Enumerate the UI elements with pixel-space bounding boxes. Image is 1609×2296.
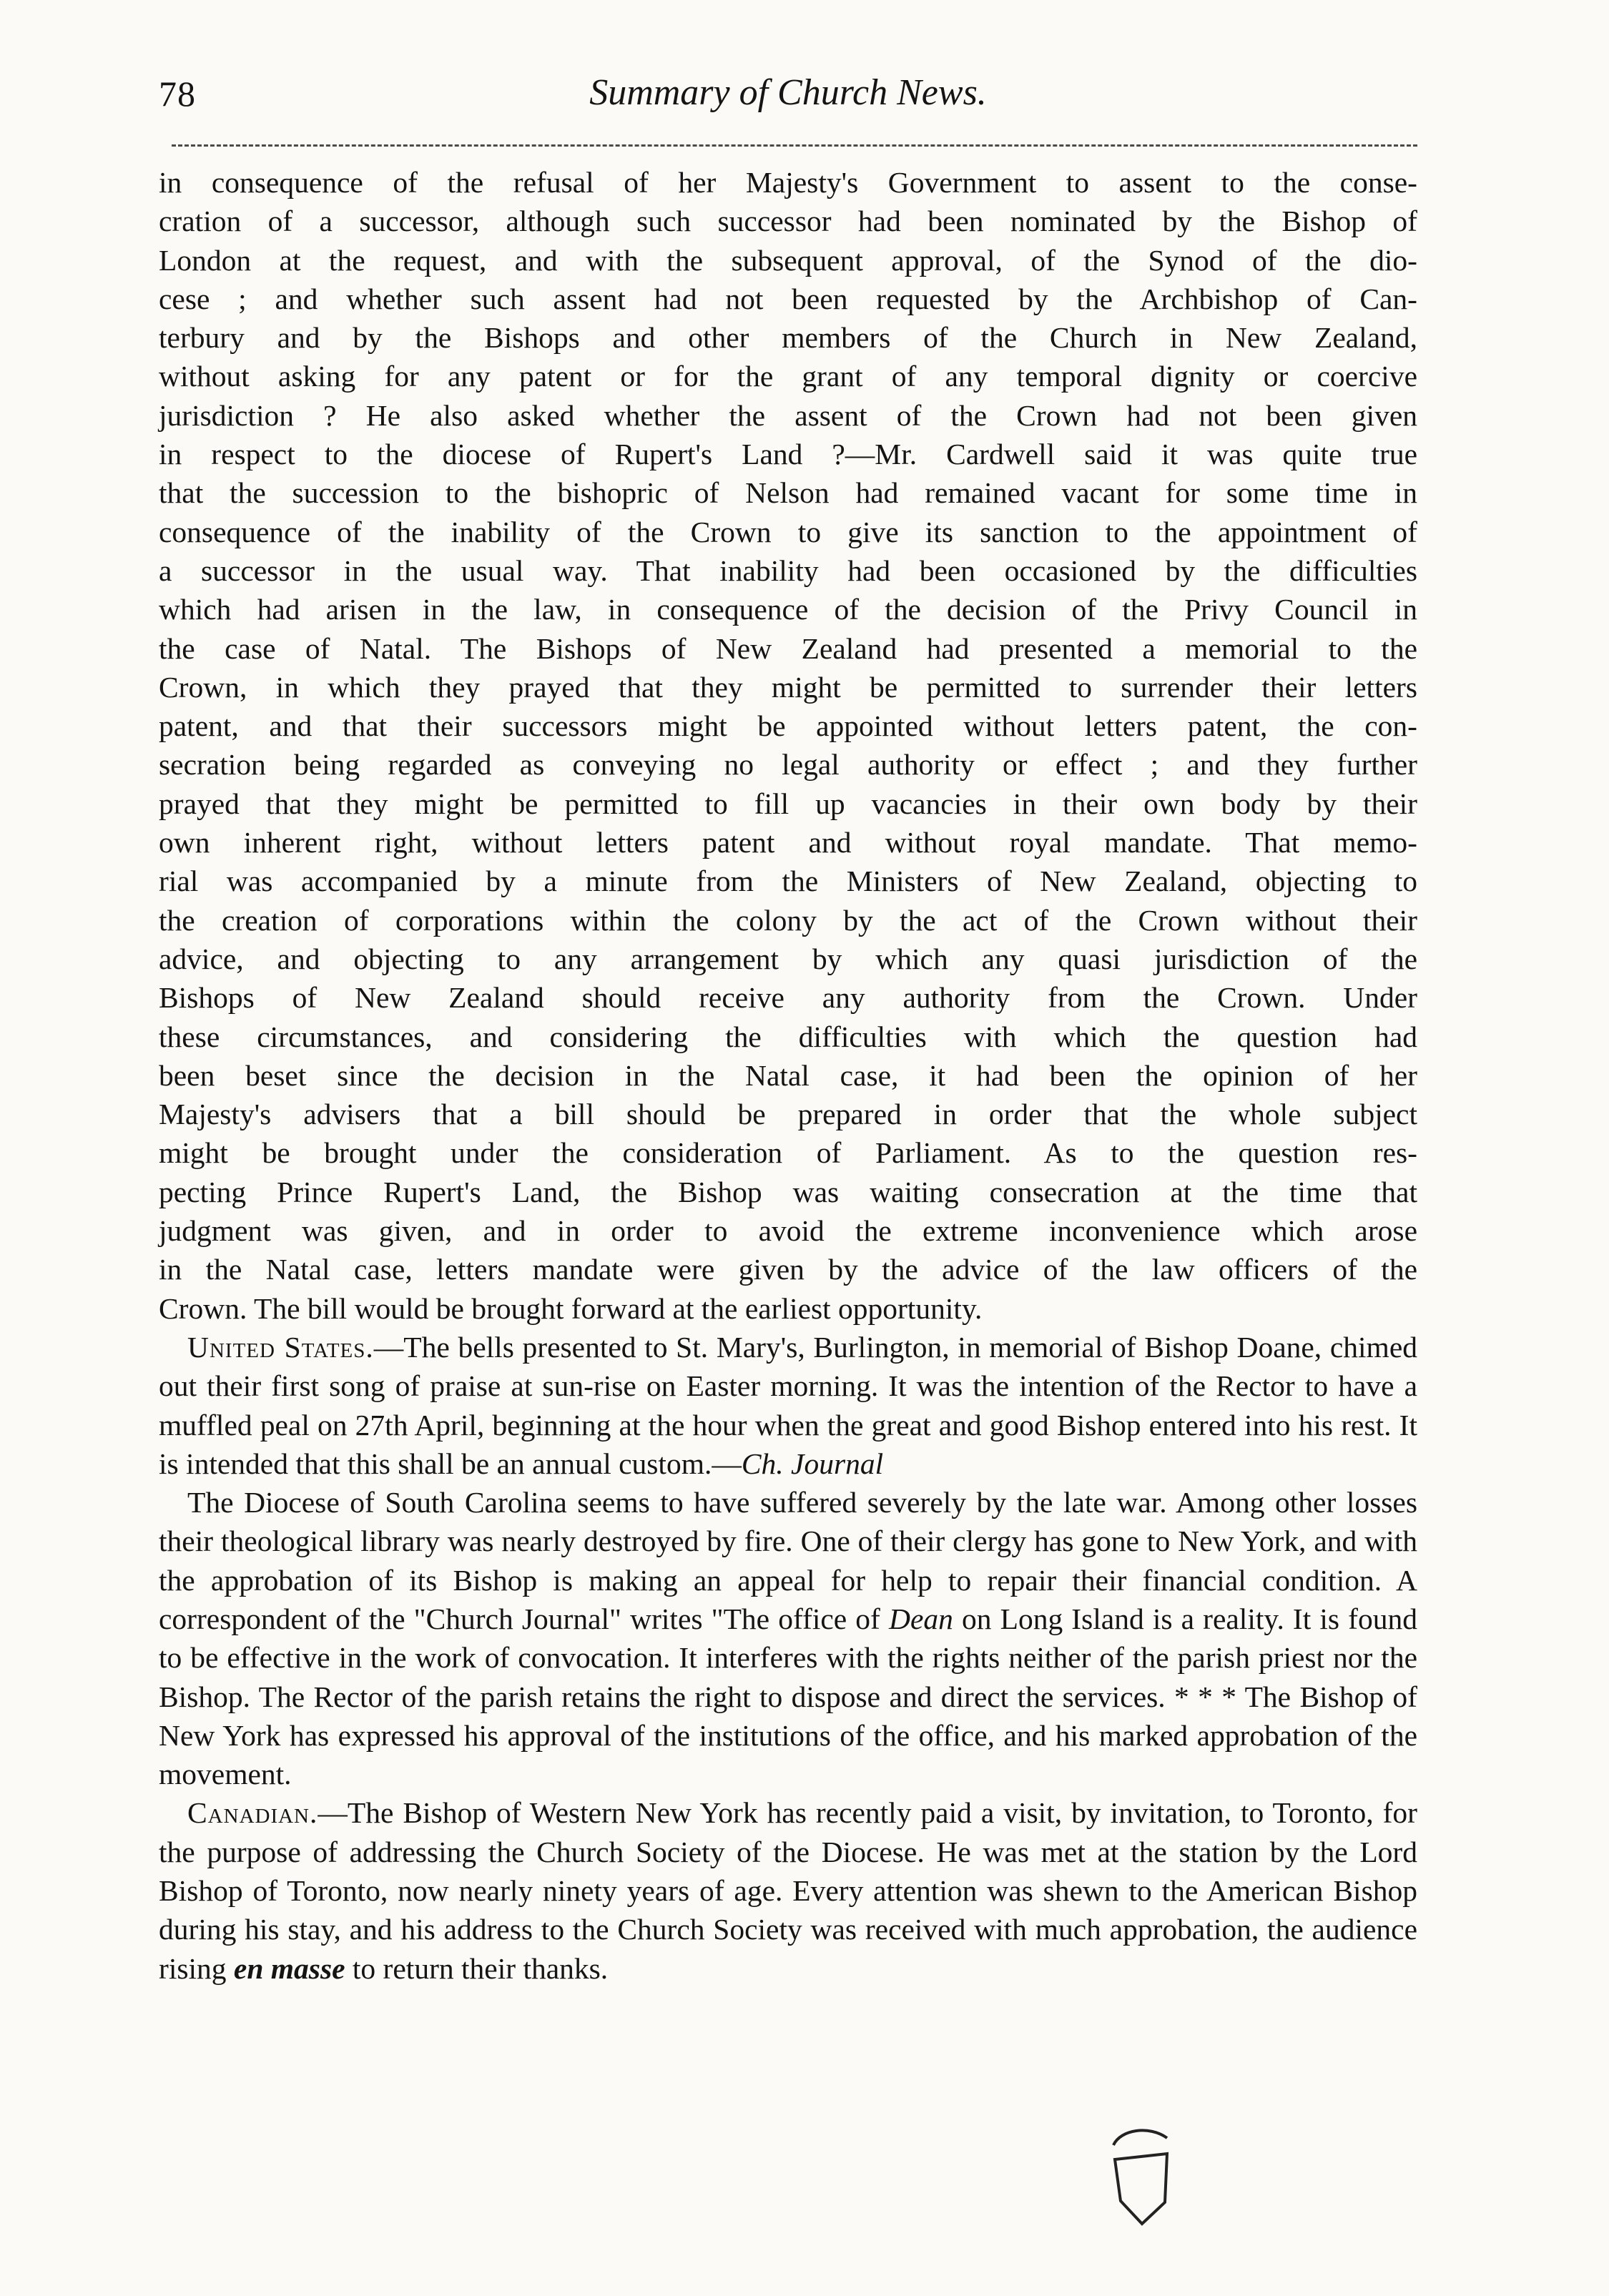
text-line: consequence of the inability of the Crown to give its sanction to the appointment of xyxy=(159,515,1417,548)
text-line: in the Natal case, letters mandate were given by the advice of the law officers of the xyxy=(159,1253,1417,1286)
text-line: Majesty's advisers that a bill should be prepared in order that the whole subject xyxy=(159,1098,1417,1131)
text-line: these circumstances, and considering the difficulties with which the question had xyxy=(159,1020,1417,1053)
paragraph-text: —The bells presented to St. Mary's, Burlington, in memorial of Bishop Doane, chimed out their first song of praise at sun-rise on Easter morning. It was the intention of the Rector to have a muffled peal on 27th April, beginning at the hour when the great and good Bishop entered into his rest. It is intended that this shall be an annual custom.— xyxy=(159,1330,1418,1480)
text-line: pecting Prince Rupert's Land, the Bishop was waiting consecration at the time that xyxy=(159,1175,1417,1208)
running-title: Summary of Church News. xyxy=(589,72,987,113)
section-heading-canadian: Canadian. xyxy=(187,1796,318,1830)
text-line: in consequence of the refusal of her Majesty's Government to assent to the conse- xyxy=(159,166,1417,199)
text-line: in respect to the diocese of Rupert's Land ?—Mr. Cardwell said it was quite true xyxy=(159,438,1417,471)
text-line: terbury and by the Bishops and other members of the Church in New Zealand, xyxy=(159,321,1417,355)
text-line: which had arisen in the law, in consequence of the decision of the Privy Council in xyxy=(159,593,1417,626)
text-line: judgment was given, and in order to avoid the extreme inconvenience which arose xyxy=(159,1214,1417,1248)
text-line: without asking for any patent or for the grant of any temporal dignity or coercive xyxy=(159,360,1417,393)
text-line: prayed that they might be permitted to fill up vacancies in their own body by their xyxy=(159,787,1417,820)
running-head xyxy=(159,64,1417,130)
paragraph-text: —The Bishop of Western New York has recently paid a visit, by invitation, to Toronto, for the purpose of addressing the Church Society of the Diocese. He was met at the station by the Lord Bishop of Toronto, now nearly ninety years of age. Every attention was shewn to the American Bishop during his stay, and his address to the Church Society was received with much approbation, the audience rising xyxy=(159,1796,1417,1985)
paragraph-text: on Long Island is a reality. It is found to be effective in the work of convocation. It interferes with the rights neither of the parish priest nor the Bishop. The Rector of the parish retains the right to dispose and direct the services. * * * The Bishop of New York has expressed his approval of the institutions of the office, and his marked approbation of the movement. xyxy=(159,1602,1418,1791)
text-line: been beset since the decision in the Natal case, it had been the opinion of her xyxy=(159,1058,1417,1092)
header-rule xyxy=(172,144,1417,147)
text-line: patent, and that their successors might be appointed without letters patent, the con- xyxy=(159,709,1417,743)
text-line: the case of Natal. The Bishops of New Zealand had presented a memorial to the xyxy=(159,631,1417,665)
text-line: the creation of corporations within the colony by the act of the Crown without their xyxy=(159,903,1417,937)
text-line: London at the request, and with the subsequent approval, of the Synod of the dio- xyxy=(159,243,1417,277)
text-line: a successor in the usual way. That inability had been occasioned by the difficulties xyxy=(159,553,1417,587)
text-line: Crown, in which they prayed that they might be permitted to surrender their letters xyxy=(159,670,1417,704)
text-line: advice, and objecting to any arrangement by which any quasi jurisdiction of the xyxy=(159,942,1417,975)
text-line: Crown. The bill would be brought forward at the earliest opportunity. xyxy=(159,1291,983,1325)
text-line: that the succession to the bishopric of Nelson had remained vacant for some time in xyxy=(159,476,1417,510)
paragraph-south-carolina xyxy=(159,1483,1417,1793)
paragraph-canadian xyxy=(159,1793,1417,1987)
text-line: own inherent right, without letters patent and without royal mandate. That memo- xyxy=(159,826,1417,859)
text-line: rial was accompanied by a minute from the Ministers of New Zealand, objecting to xyxy=(159,864,1417,898)
article-body xyxy=(159,163,1417,1988)
paragraph-text: to return their thanks. xyxy=(345,1951,609,1985)
page-number: 78 xyxy=(159,74,196,114)
paragraph-united-states xyxy=(159,1328,1417,1483)
source-citation: Ch. Journal xyxy=(741,1447,884,1480)
text-line: jurisdiction ? He also asked whether the assent of the Crown had not been given xyxy=(159,398,1417,432)
document-page xyxy=(159,64,1417,2267)
paragraph-text: The Diocese of South Carolina seems to have suffered severely by the late war. Among other losses their theological library was nearly destroyed by fire. One of their clergy has gone to New York, and with the approbation of its Bishop is making an appeal for help to repair their financial condition. A correspondent of the "Church Journal" writes "The office of xyxy=(159,1486,1417,1635)
italic-term-dean: Dean xyxy=(889,1602,953,1635)
text-line: secration being regarded as conveying no legal authority or effect ; and they further xyxy=(159,748,1417,782)
text-line: cese ; and whether such assent had not been requested by the Archbishop of Can- xyxy=(159,282,1417,315)
section-heading-united-states: United States. xyxy=(187,1330,374,1364)
paragraph-parliament xyxy=(159,163,1417,1328)
text-line: cration of a successor, although such successor had been nominated by the Bishop of xyxy=(159,205,1417,238)
text-line: Bishops of New Zealand should receive any authority from the Crown. Under xyxy=(159,981,1417,1015)
italic-term-en-masse: en masse xyxy=(233,1951,345,1985)
ornament-mark-icon xyxy=(1099,2117,1185,2231)
text-line: might be brought under the consideration of Parliament. As to the question res- xyxy=(159,1136,1417,1170)
